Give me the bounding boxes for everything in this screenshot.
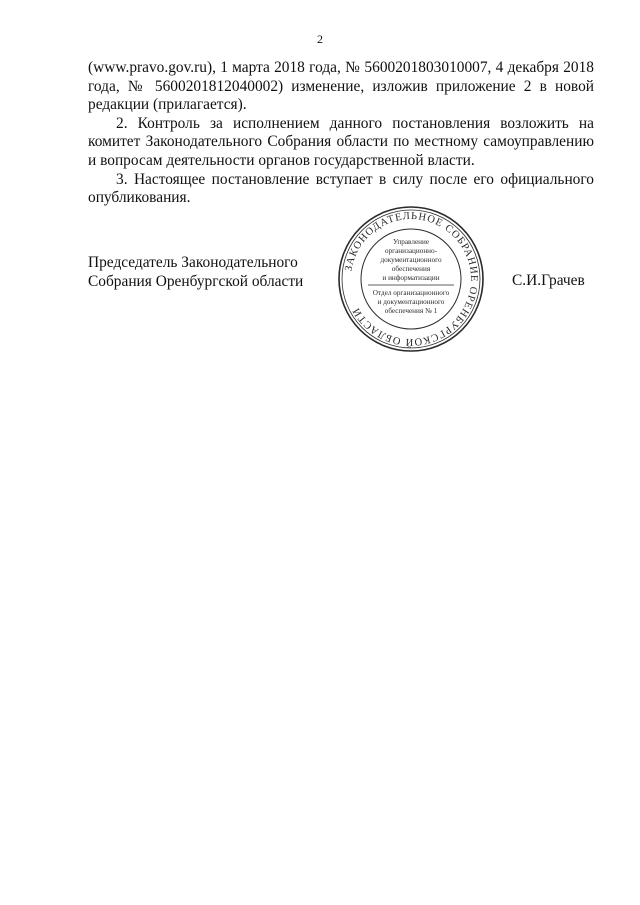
page-number: 2 bbox=[317, 32, 323, 46]
signatory-name: С.И.Грачев bbox=[512, 272, 585, 289]
seal-line: документационного bbox=[380, 256, 442, 264]
seal-line: Управление bbox=[392, 238, 430, 246]
paragraph-item-2: 2. Контроль за исполнением данного постановления возложить на комитет Законодательного Собрания области по местному самоуправлению и вопросам деятельности органов государственной власти. bbox=[88, 114, 594, 169]
position-line-2: Собрания Оренбургской области bbox=[88, 272, 304, 290]
document-body bbox=[88, 59, 594, 208]
seal-outer-ring bbox=[339, 207, 483, 351]
seal-outer-ring-inner-line bbox=[342, 210, 480, 348]
seal-line: обеспечения bbox=[391, 265, 431, 273]
seal-inner-text bbox=[368, 238, 454, 315]
seal-line: организационно- bbox=[384, 247, 438, 255]
seal-inner-ring bbox=[361, 229, 461, 329]
seal-line: Отдел организационного bbox=[372, 289, 450, 297]
seal-ring-text: ЗАКОНОДАТЕЛЬНОЕ СОБРАНИЕ ОРЕНБУРГСКОЙ ОБЛАСТИ bbox=[343, 210, 480, 348]
seal-line: и документационного bbox=[377, 298, 445, 306]
position-line-1: Председатель Законодательного bbox=[88, 254, 298, 271]
official-seal-stamp bbox=[336, 204, 486, 354]
seal-line: обеспечения № 1 bbox=[384, 307, 438, 315]
paragraph-item-3: 3. Настоящее постановление вступает в силу после его официального опубликования. bbox=[88, 170, 594, 207]
seal-line: и информатизации bbox=[382, 274, 440, 282]
paragraph-continuation: (www.pravo.gov.ru), 1 марта 2018 года, № 5600201803010007, 4 декабря 2018 года, № 5600201812040002) изменение, изложив приложение 2 в новой редакции (прилагается). bbox=[88, 59, 594, 114]
signatory-position bbox=[88, 254, 348, 291]
